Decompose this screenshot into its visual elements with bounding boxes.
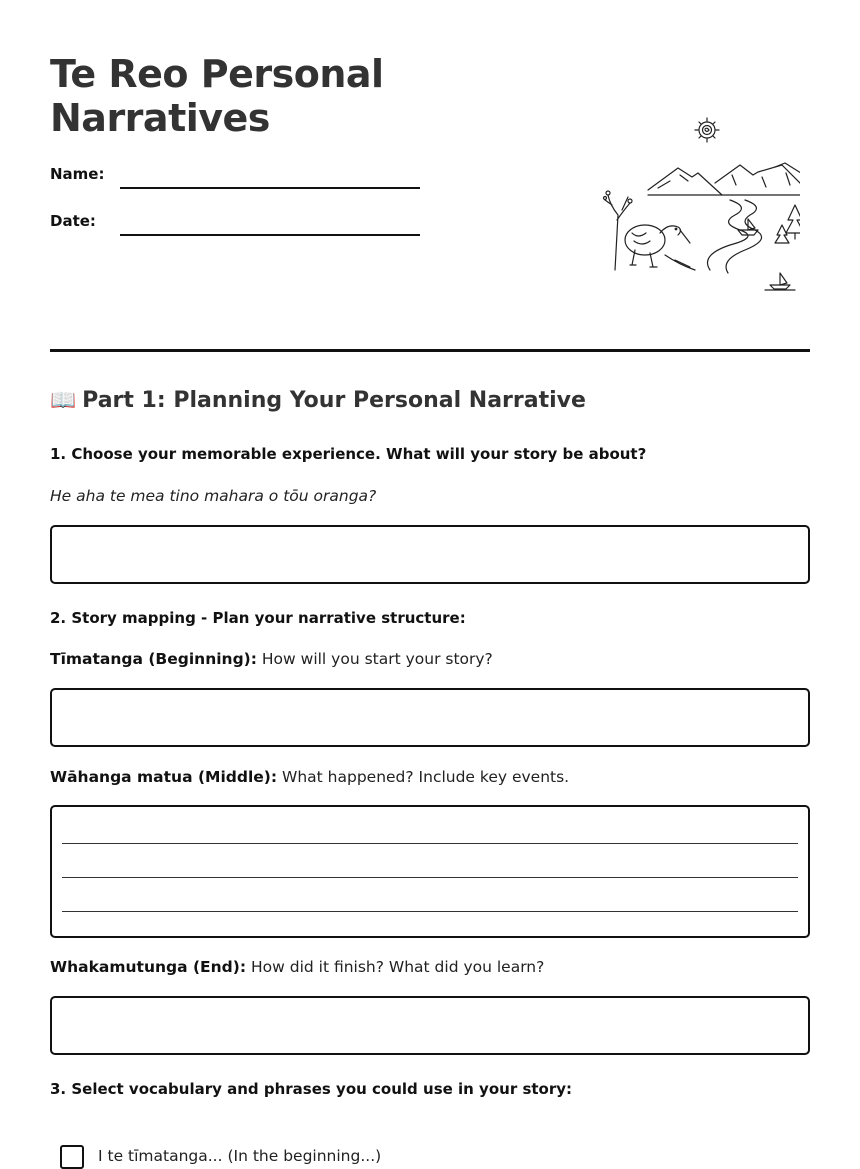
writing-line [62, 911, 798, 912]
middle-answer-box[interactable] [50, 805, 810, 938]
beginning-text: How will you start your story? [256, 650, 493, 668]
name-field-row [50, 165, 470, 195]
question-1-answer-box[interactable] [50, 525, 810, 584]
name-field[interactable] [120, 187, 420, 189]
date-field[interactable] [120, 234, 420, 236]
question-1-label: 1. Choose your memorable experience. What will your story be about? [50, 445, 647, 463]
middle-label: Wāhanga matua (Middle): [50, 768, 278, 786]
part1-title [50, 388, 586, 413]
middle-text: What happened? Include key events. [277, 768, 570, 786]
question-3-label: 3. Select vocabulary and phrases you could use in your story: [50, 1080, 573, 1098]
vocabulary-option-label: I te tīmatanga... (In the beginning...) [98, 1147, 382, 1165]
sun-icon [695, 118, 719, 142]
question-2-label: 2. Story mapping - Plan your narrative structure: [50, 609, 466, 627]
end-answer-box[interactable] [50, 996, 810, 1055]
checkbox[interactable] [60, 1145, 84, 1169]
end-text: How did it finish? What did you learn? [246, 958, 545, 976]
beginning-label: Tīmatanga (Beginning): [50, 650, 257, 668]
kiwi-bird-icon [625, 225, 690, 267]
date-field-row [50, 212, 470, 242]
end-prompt [50, 958, 544, 976]
river-icon [665, 200, 762, 273]
date-label: Date: [50, 212, 96, 230]
writing-line [62, 843, 798, 844]
trees-icon [775, 205, 800, 255]
middle-prompt [50, 768, 569, 786]
bare-tree-icon [604, 191, 633, 270]
mountains-icon [648, 163, 800, 195]
end-label: Whakamutunga (End): [50, 958, 247, 976]
book-icon: 📖 [50, 388, 77, 412]
title-line-2: Narratives [50, 96, 270, 140]
part1-title-text: Part 1: Planning Your Personal Narrative [82, 388, 586, 413]
section-divider [50, 349, 810, 352]
boat-icon [738, 219, 795, 290]
writing-line [62, 877, 798, 878]
name-label: Name: [50, 165, 105, 183]
landscape-illustration [550, 115, 800, 295]
vocabulary-option[interactable] [60, 1145, 460, 1169]
beginning-answer-box[interactable] [50, 688, 810, 747]
beginning-prompt [50, 650, 493, 668]
question-1-translation: He aha te mea tino mahara o tōu oranga? [50, 487, 377, 505]
title-line-1: Te Reo Personal [50, 52, 384, 96]
page-title [50, 52, 470, 140]
